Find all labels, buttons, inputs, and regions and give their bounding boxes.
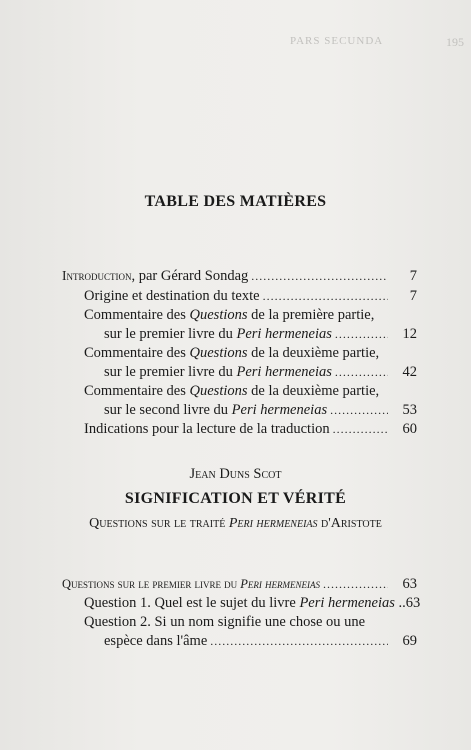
page-number: 53 — [402, 402, 417, 418]
page-number: 63 — [402, 576, 417, 592]
toc-entry-question-2-line2[interactable] — [104, 631, 417, 651]
toc-entry-introduction[interactable] — [62, 266, 417, 286]
toc-entry-question-2-line1[interactable] — [84, 612, 417, 632]
bleed-through-header: PARS SECUNDA — [290, 35, 384, 47]
toc-entry-commentaire-2-line1[interactable]: Commentaire des Questions de la deuxième partie, — [84, 345, 380, 361]
toc-heading: TABLE DES MATIÈRES — [144, 193, 327, 210]
entry-text: Indications pour la lecture de la traduction — [84, 421, 330, 437]
work-title: SIGNIFICATION ET VÉRITÉ — [124, 490, 347, 507]
entry-text: Question 2. Si un nom signifie une chose ou une — [84, 614, 366, 630]
leader-dots — [210, 631, 388, 651]
bleed-through-page-number: 195 — [446, 35, 464, 49]
leader-dots — [251, 266, 388, 286]
author-name: Jean Duns Scot — [189, 466, 282, 482]
toc-entry-commentaire-2-line2[interactable]: sur le premier livre du Peri hermeneias ..... 42 — [104, 362, 417, 382]
toc-entry-commentaire-3-line1[interactable]: Commentaire des Questions de la deuxième partie, — [84, 383, 380, 399]
intro-label: Introduction — [62, 268, 132, 283]
work-subtitle: Questions sur le traité Peri hermeneias d'Aristote — [89, 516, 382, 531]
intro-rest: , par Gérard Sondag — [131, 268, 249, 284]
leader-dots — [263, 286, 388, 306]
page-number: 60 — [402, 421, 417, 437]
toc-entry-commentaire-1-line2[interactable]: sur le premier livre du Peri hermeneias ..... 12 — [104, 324, 417, 344]
toc-entry-commentaire-1-line1[interactable]: Commentaire des Questions de la première partie, — [84, 307, 375, 323]
page-number: 7 — [409, 268, 417, 284]
leader-dots — [335, 362, 388, 382]
toc-entry-commentaire-3-line2[interactable]: sur le second livre du Peri hermeneias ..... 53 — [104, 400, 417, 420]
entry-text: espèce dans l'âme — [104, 633, 208, 649]
page-number: 63 — [405, 595, 421, 611]
entry-text: Origine et destination du texte — [84, 288, 260, 304]
toc-entry-question-1[interactable]: Question 1. Quel est le sujet du livre Peri hermeneias .. 63 — [84, 595, 421, 611]
toc-entry-indications[interactable] — [84, 419, 417, 439]
leader-dots — [333, 419, 388, 439]
page-number: 12 — [402, 326, 417, 342]
leader-dots — [323, 574, 388, 594]
toc-entry-origine[interactable] — [84, 286, 417, 306]
toc-entry-premier-livre[interactable]: Questions sur le premier livre du Peri hermeneias ..... 63 — [62, 574, 417, 594]
leader-dots — [330, 400, 388, 420]
page-number: 69 — [402, 633, 417, 649]
leader-dots — [335, 324, 388, 344]
page-number: 7 — [409, 288, 417, 304]
page-number: 42 — [402, 364, 417, 380]
